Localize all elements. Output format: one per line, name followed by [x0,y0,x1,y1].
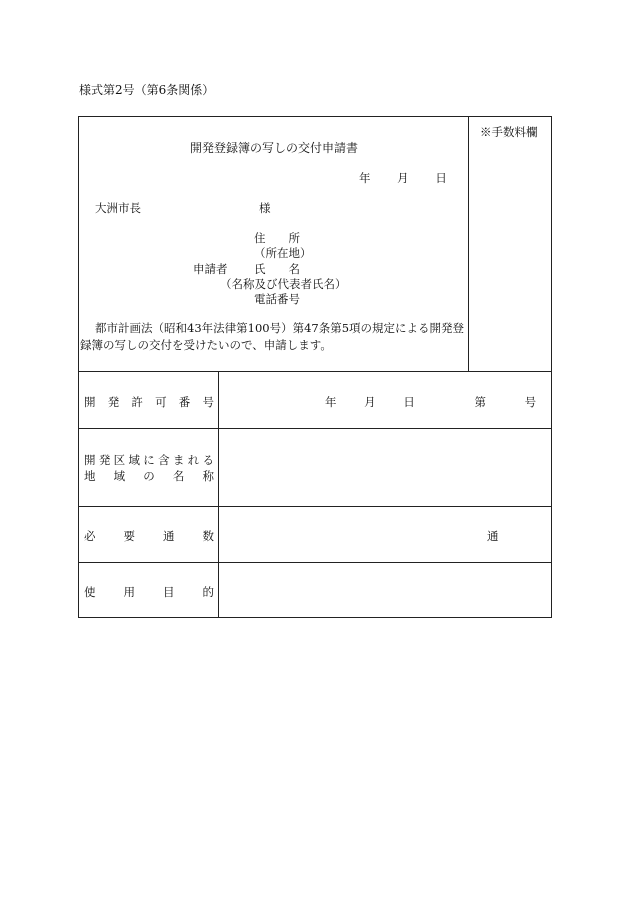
label-char: 使 [84,585,96,599]
label-char: 域 [128,453,140,467]
label-char: 地 [84,469,96,483]
fee-field-label: ※手数料欄 [480,125,538,139]
label-char: 可 [155,395,167,409]
addressee: 大洲市長 [95,201,141,215]
date-year: 年 [359,171,371,185]
honorific: 様 [259,201,271,215]
label-char: 発 [98,453,111,467]
label-char: に [143,453,155,467]
label-char: る [202,453,214,467]
application-statement: 都市計画法（昭和43年法律第100号）第47条第5項の規定による開発登録簿の写しの交付を受けたいので、申請します。 [80,321,465,352]
label-char: ま [172,453,185,467]
date-month: 月 [397,171,409,185]
area-name-label-line2 [84,468,214,484]
label-char: 名 [172,469,185,483]
permit-month: 月 [364,395,376,409]
label-char: 開 [84,453,96,467]
purpose-field[interactable] [219,563,551,617]
applicant-address-sub: （所在地） [254,246,312,260]
label-char: 的 [202,585,214,599]
label-char: 発 [107,395,120,409]
copies-label [84,528,214,544]
permit-number-label [84,394,214,410]
permit-go: 号 [524,395,537,409]
area-name-label-line1 [84,452,214,468]
permit-number-field[interactable] [325,394,536,410]
label-char: 番 [178,395,191,409]
label-char: 数 [202,529,214,543]
area-name-label [84,452,214,484]
form-title: 開発登録簿の写しの交付申請書 [190,141,359,155]
label-char: れ [187,453,200,467]
applicant-name-sub: （名称及び代表者氏名） [220,277,347,291]
label-char: 必 [84,529,96,543]
label-char: 称 [202,469,214,483]
applicant-name-label: 氏 名 [254,262,300,276]
label-char: の [143,469,155,483]
applicant-address-label: 住 所 [254,231,300,245]
applicant-phone-label: 電話番号 [254,292,300,306]
label-char: 通 [163,529,175,543]
copies-unit: 通 [487,529,499,543]
purpose-label [84,584,214,600]
label-char: 要 [123,529,135,543]
copies-field[interactable] [219,507,551,561]
label-char: 含 [158,453,170,467]
label-char: 目 [163,585,175,599]
application-date [359,170,447,186]
permit-dai: 第 [474,395,486,409]
permit-year: 年 [325,395,337,409]
date-day: 日 [435,171,447,185]
area-name-field[interactable] [219,429,551,505]
label-char: 許 [131,395,143,409]
header-section-divider [78,371,552,372]
label-char: 開 [84,395,96,409]
label-char: 用 [123,585,135,599]
label-char: 区 [113,453,126,467]
form-number-label: 様式第2号（第6条関係） [79,83,215,97]
label-char: 号 [202,395,214,409]
permit-day: 日 [403,395,415,409]
label-char: 域 [113,469,126,483]
applicant-role-label: 申請者 [193,262,228,276]
